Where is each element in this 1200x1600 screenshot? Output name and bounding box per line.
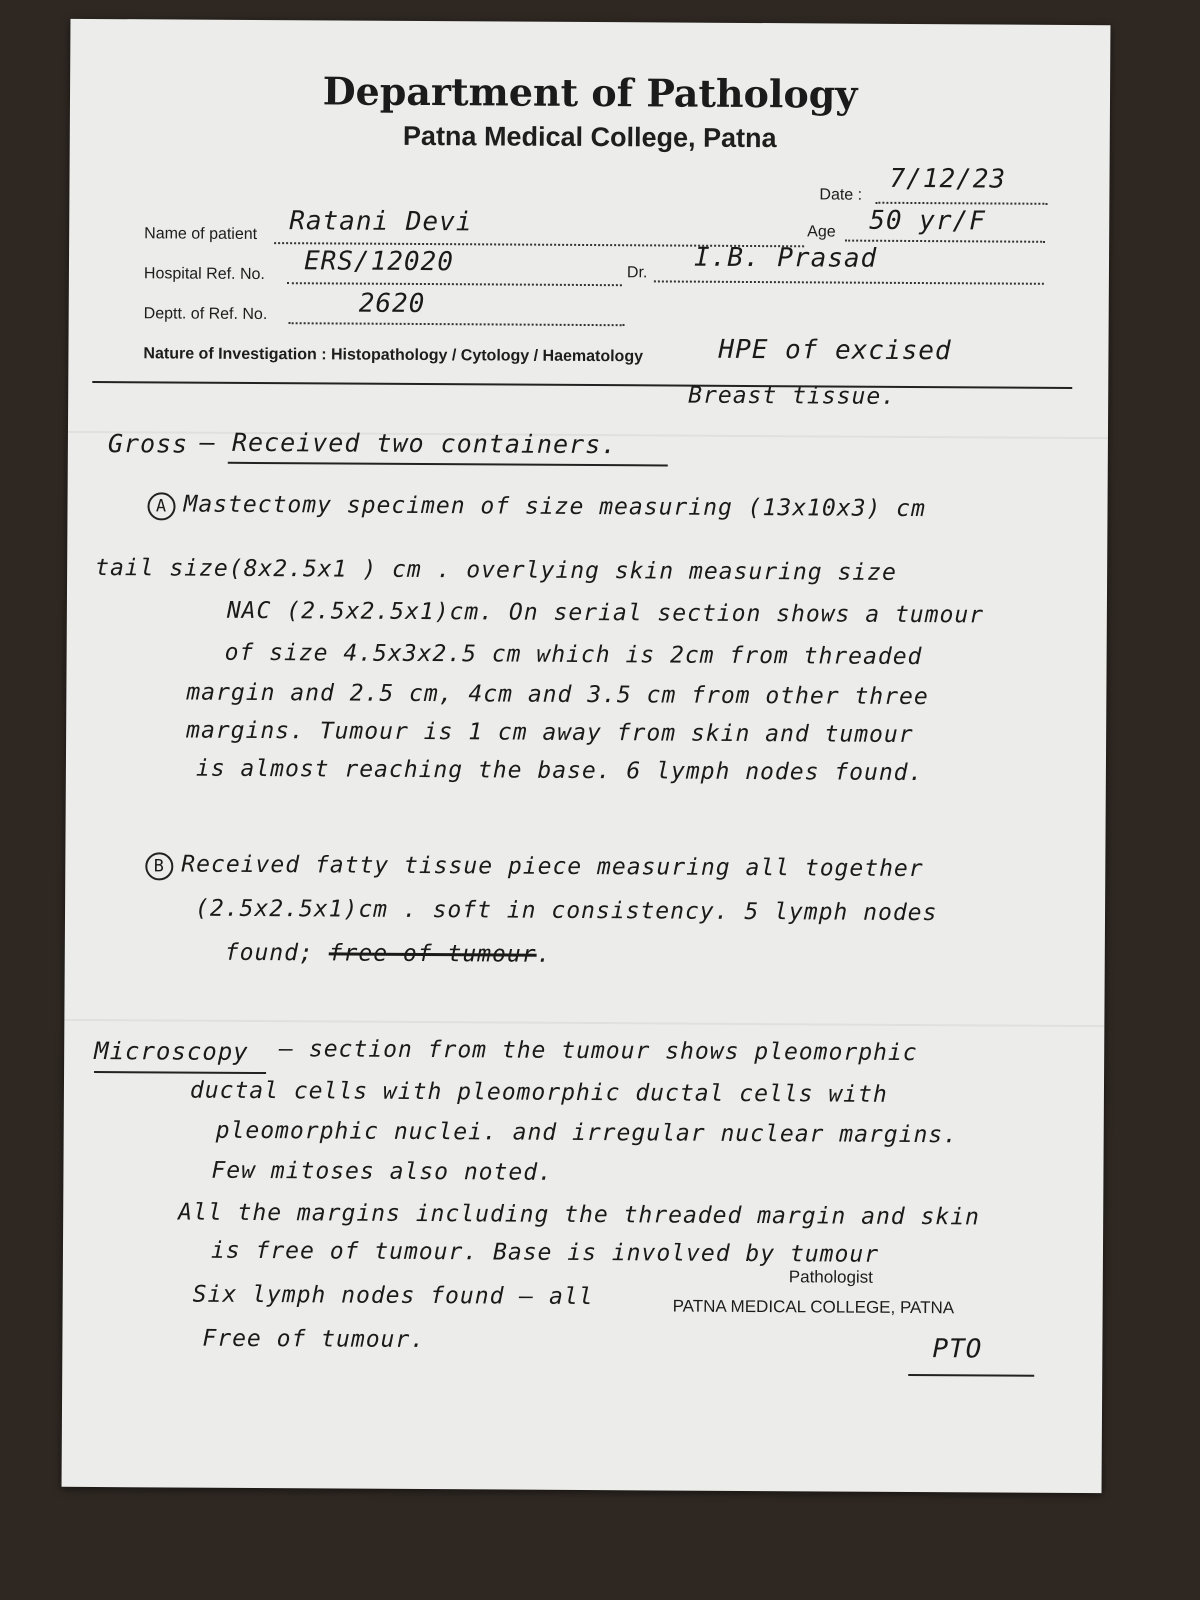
microscopy-heading: Microscopy: [94, 1037, 249, 1066]
gross-a-line-2: tail size(8x2.5x1 ) cm . overlying skin measuring size: [95, 554, 897, 586]
pto-underline: [908, 1374, 1034, 1377]
pto-note: PTO: [932, 1334, 983, 1365]
date-value: 7/12/23: [889, 163, 1007, 195]
date-label: Date :: [819, 186, 863, 204]
patient-name: Ratani Devi: [289, 206, 473, 238]
date-dotline: [875, 202, 1047, 205]
nature-value-2: Breast tissue.: [688, 382, 897, 410]
microscopy-underline: [94, 1071, 266, 1074]
micro-line-5: All the margins including the threaded margin and skin: [178, 1199, 981, 1231]
age-dotline: [845, 240, 1045, 243]
gross-a-line-7: is almost reaching the base. 6 lymph nodes found.: [195, 755, 924, 787]
hospital-ref-dotline: [287, 282, 622, 286]
gross-a-line-1: A Mastectomy specimen of size measuring (13x10x3) cm: [147, 491, 926, 525]
nature-label: Nature of Investigation : Histopathology / Cytology / Haematology: [143, 345, 644, 366]
doctor-dotline: [654, 280, 1044, 284]
micro-line-6: is free of tumour. Base is involved by tumour: [210, 1237, 880, 1268]
report-sheet: [62, 19, 1111, 1493]
header-divider: [92, 381, 1072, 389]
gross-intro: – Received two containers.: [199, 427, 618, 460]
dept-ref-label: Deptt. of Ref. No.: [143, 305, 268, 324]
gross-underline: [228, 462, 668, 467]
doctor-name: I.B. Prasad: [693, 242, 878, 274]
micro-line-8: Free of tumour.: [202, 1325, 426, 1354]
gross-b-line-1: B Received fatty tissue piece measuring all together: [145, 851, 924, 885]
dept-ref-dotline: [289, 322, 625, 326]
micro-line-1: – section from the tumour shows pleomorphic: [279, 1036, 918, 1067]
gross-a-line-5: margin and 2.5 cm, 4cm and 3.5 cm from other three: [186, 679, 929, 711]
gross-b-line-3: found; free of tumour.: [224, 939, 552, 968]
micro-line-4: Few mitoses also noted.: [211, 1157, 554, 1186]
micro-line-3: pleomorphic nuclei. and irregular nuclear margins.: [215, 1117, 959, 1149]
name-label: Name of patient: [144, 225, 258, 243]
gross-heading: Gross: [107, 429, 189, 459]
hospital-ref-value: ERS/12020: [303, 246, 454, 278]
hospital-ref-label: Hospital Ref. No.: [143, 265, 265, 284]
college-name: Patna Medical College, Patna: [402, 120, 777, 154]
age-value: 50 yr/F: [869, 205, 986, 237]
doctor-label: Dr.: [626, 264, 648, 282]
signatory-label: Pathologist: [788, 1267, 874, 1287]
item-b-marker: B: [145, 852, 173, 880]
struck-text: free of tumour: [328, 940, 537, 968]
gross-a-line-4: of size 4.5x3x2.5 cm which is 2cm from threaded: [224, 639, 923, 671]
dept-ref-value: 2620: [358, 288, 426, 320]
item-a-marker: A: [147, 492, 175, 520]
micro-line-2: ductal cells with pleomorphic ductal cells with: [189, 1077, 888, 1108]
gross-b-line-2: (2.5x2.5x1)cm . soft in consistency. 5 lymph nodes: [194, 895, 938, 927]
gross-a-line-6: margins. Tumour is 1 cm away from skin and tumour: [186, 717, 914, 749]
department-title: Department of Pathology: [322, 68, 858, 117]
gross-a-line-3: NAC (2.5x2.5x1)cm. On serial section shows a tumour: [226, 597, 985, 629]
age-label: Age: [807, 223, 836, 241]
micro-line-7: Six lymph nodes found – all: [192, 1281, 594, 1311]
nature-value-1: HPE of excised: [718, 334, 952, 367]
institution-label: PATNA MEDICAL COLLEGE, PATNA: [672, 1296, 955, 1318]
paper-fold: [64, 1019, 1104, 1027]
